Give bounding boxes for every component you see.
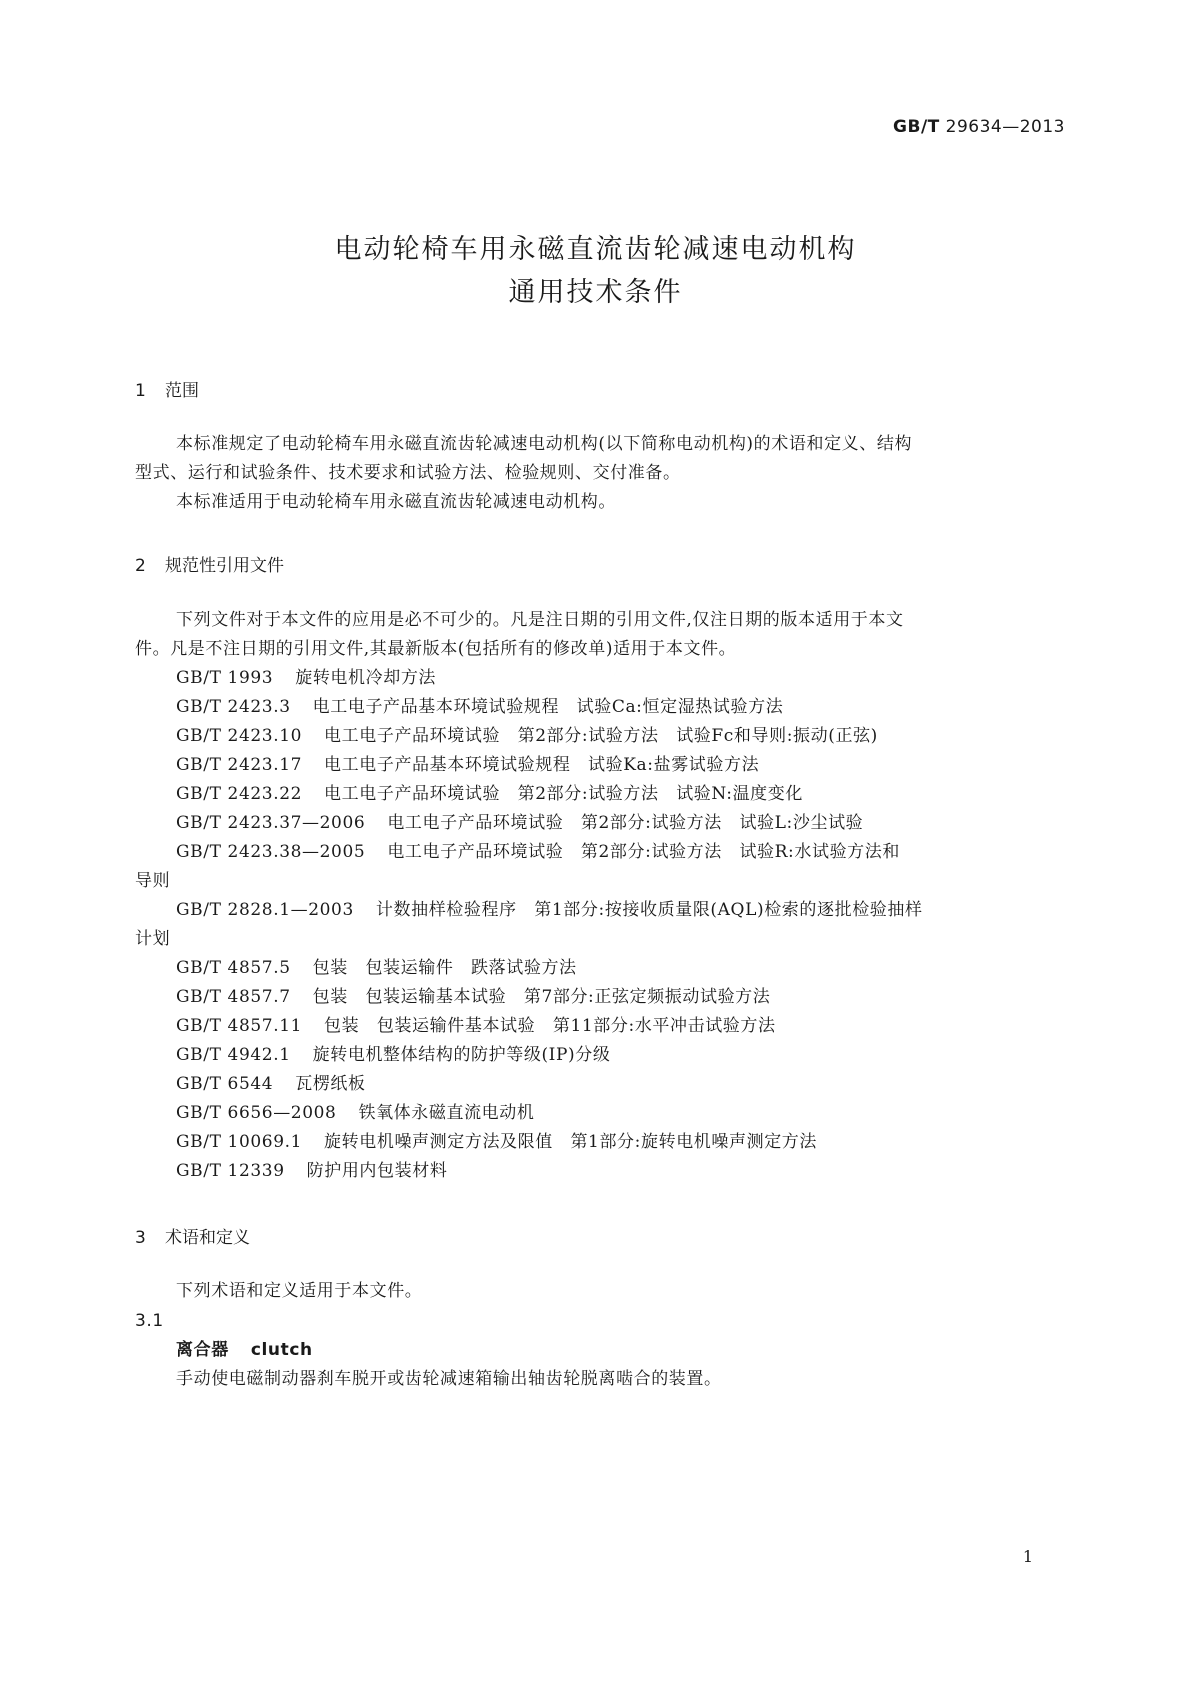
- reference-item: [176, 813, 863, 833]
- reference-code: GB/T 2423.10: [176, 726, 303, 746]
- reference-item: [176, 726, 878, 746]
- standard-prefix: GB/T: [893, 117, 940, 137]
- reference-code: GB/T 4857.5: [176, 958, 291, 978]
- reference-item: [176, 1103, 534, 1123]
- reference-item-continuation: 导则: [135, 871, 171, 891]
- reference-item: [176, 1016, 776, 1036]
- reference-code: GB/T 6656—2008: [176, 1103, 337, 1123]
- section-title: 术语和定义: [165, 1228, 250, 1248]
- reference-item: [176, 958, 577, 978]
- reference-title: 旋转电机整体结构的防护等级(IP)分级: [312, 1045, 611, 1065]
- reference-code: GB/T 12339: [176, 1161, 285, 1181]
- term-heading: [176, 1340, 313, 1360]
- reference-title: 电工电子产品环境试验 第2部分:试验方法 试验Fc和导则:振动(正弦): [324, 726, 878, 746]
- reference-code: GB/T 2828.1—2003: [176, 900, 354, 920]
- reference-code: GB/T 2423.3: [176, 697, 291, 717]
- reference-title: 旋转电机冷却方法: [295, 668, 437, 688]
- reference-title: 电工电子产品环境试验 第2部分:试验方法 试验R:水试验方法和: [387, 842, 900, 862]
- reference-item-continuation: 计划: [135, 929, 171, 949]
- reference-code: GB/T 1993: [176, 668, 274, 688]
- reference-code: GB/T 2423.17: [176, 755, 303, 775]
- refs-intro-line-2: 件。凡是不注日期的引用文件,其最新版本(包括所有的修改单)适用于本文件。: [135, 639, 737, 659]
- reference-title: 电工电子产品基本环境试验规程 试验Ka:盐雾试验方法: [324, 755, 760, 775]
- terms-intro: 下列术语和定义适用于本文件。: [176, 1281, 423, 1301]
- section-2-heading: [135, 551, 284, 576]
- reference-code: GB/T 10069.1: [176, 1132, 303, 1152]
- reference-title: 防护用内包装材料: [306, 1161, 448, 1181]
- scope-paragraph-2: 本标准适用于电动轮椅车用永磁直流齿轮减速电动机构。: [176, 492, 616, 512]
- reference-title: 包装 包装运输基本试验 第7部分:正弦定频振动试验方法: [312, 987, 771, 1007]
- scope-paragraph-1-line-1: 本标准规定了电动轮椅车用永磁直流齿轮减速电动机构(以下简称电动机构)的术语和定义、结构: [176, 434, 913, 454]
- reference-title: 电工电子产品基本环境试验规程 试验Ca:恒定湿热试验方法: [312, 697, 784, 717]
- reference-item: [176, 784, 803, 804]
- reference-code: GB/T 2423.38—2005: [176, 842, 366, 862]
- reference-code: GB/T 4857.7: [176, 987, 291, 1007]
- reference-code: GB/T 4942.1: [176, 1045, 291, 1065]
- reference-code: GB/T 2423.22: [176, 784, 303, 804]
- term-english: clutch: [250, 1340, 313, 1360]
- reference-title: 铁氧体永磁直流电动机: [358, 1103, 535, 1123]
- refs-intro-line-1: 下列文件对于本文件的应用是必不可少的。凡是注日期的引用文件,仅注日期的版本适用于本文: [176, 610, 904, 630]
- section-title: 范围: [165, 381, 199, 401]
- reference-code: GB/T 2423.37—2006: [176, 813, 366, 833]
- document-title: [0, 228, 1191, 314]
- section-number: 3: [135, 1228, 146, 1248]
- reference-item: [176, 1045, 610, 1065]
- section-title: 规范性引用文件: [165, 556, 284, 576]
- reference-code: GB/T 4857.11: [176, 1016, 303, 1036]
- title-line-1: 电动轮椅车用永磁直流齿轮减速电动机构: [334, 234, 857, 265]
- term-chinese: 离合器: [176, 1340, 229, 1360]
- reference-item: [176, 900, 923, 920]
- reference-title: 电工电子产品环境试验 第2部分:试验方法 试验L:沙尘试验: [387, 813, 864, 833]
- reference-item: [176, 1132, 817, 1152]
- reference-item: [176, 1161, 447, 1181]
- section-1-heading: [135, 376, 199, 401]
- reference-title: 旋转电机噪声测定方法及限值 第1部分:旋转电机噪声测定方法: [324, 1132, 817, 1152]
- reference-item: [176, 697, 783, 717]
- reference-item: [176, 842, 900, 862]
- reference-code: GB/T 6544: [176, 1074, 274, 1094]
- standard-code-header: [893, 117, 1065, 137]
- reference-item: [176, 987, 770, 1007]
- section-3-heading: [135, 1223, 250, 1248]
- reference-item: [176, 1074, 366, 1094]
- page-number: 1: [1022, 1547, 1033, 1566]
- standard-number: 29634—2013: [945, 117, 1065, 137]
- scope-paragraph-1-line-2: 型式、运行和试验条件、技术要求和试验方法、检验规则、交付准备。: [135, 463, 681, 483]
- reference-title: 瓦楞纸板: [295, 1074, 366, 1094]
- reference-title: 包装 包装运输件 跌落试验方法: [312, 958, 577, 978]
- term-definition: 手动使电磁制动器刹车脱开或齿轮减速箱输出轴齿轮脱离啮合的装置。: [176, 1369, 722, 1389]
- section-number: 1: [135, 381, 146, 401]
- reference-title: 计数抽样检验程序 第1部分:按接收质量限(AQL)检索的逐批检验抽样: [375, 900, 923, 920]
- reference-item: [176, 668, 436, 688]
- reference-item: [176, 755, 759, 775]
- section-number: 2: [135, 556, 146, 576]
- title-line-2: 通用技术条件: [508, 277, 683, 308]
- term-number: 3.1: [135, 1311, 164, 1331]
- reference-title: 电工电子产品环境试验 第2部分:试验方法 试验N:温度变化: [324, 784, 803, 804]
- reference-title: 包装 包装运输件基本试验 第11部分:水平冲击试验方法: [324, 1016, 776, 1036]
